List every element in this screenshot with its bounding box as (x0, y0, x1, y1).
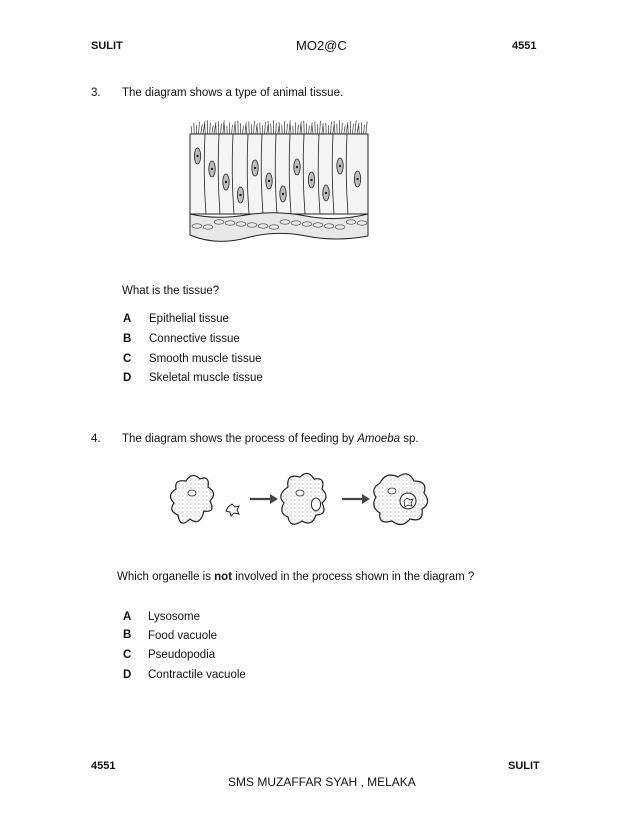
q4-option-b-letter: B (123, 629, 132, 641)
q3-text: The diagram shows a type of animal tissue. (122, 87, 344, 99)
q4-option-d-letter: D (123, 669, 132, 681)
q4-option-c-text: Pseudopodia (148, 649, 216, 661)
q4-text-before: The diagram shows the process of feeding by (122, 433, 358, 445)
q3-option-d-text: Skeletal muscle tissue (149, 372, 263, 384)
footer-left: 4551 (91, 760, 116, 772)
food-particle (226, 504, 239, 516)
q4-option-c-letter: C (123, 649, 132, 661)
amoeba-stage-1 (170, 475, 213, 523)
header-center: MO2@C (296, 38, 347, 53)
q4-question-bold: not (214, 571, 233, 583)
q4-option-a-letter: A (123, 611, 132, 623)
q4-question-before: Which organelle is (117, 571, 215, 583)
q4-text-italic: Amoeba (357, 433, 401, 445)
arrow-icon (270, 494, 278, 504)
school-name: SMS MUZAFFAR SYAH , MELAKA (228, 775, 416, 789)
q3-option-a-text: Epithelial tissue (149, 313, 229, 325)
q3-option-a-letter: A (123, 313, 132, 325)
arrow-icon (362, 494, 370, 504)
q4-option-b-text: Food vacuole (148, 630, 218, 642)
q3-option-c-letter: C (123, 353, 132, 365)
header-right: 4551 (512, 40, 537, 52)
q4-option-d-text: Contractile vacuole (148, 669, 246, 681)
q4-text-after: sp. (400, 433, 419, 445)
amoeba-feeding-diagram (166, 467, 472, 535)
footer-right: SULIT (508, 760, 540, 772)
q4-number: 4. (91, 433, 101, 445)
q4-question (117, 571, 474, 583)
header-left: SULIT (91, 40, 123, 52)
q3-question: What is the tissue? (122, 285, 220, 297)
epithelial-tissue-diagram (186, 118, 372, 246)
amoeba-stage-2 (281, 473, 326, 524)
q4-text (122, 433, 419, 445)
q3-option-b-letter: B (123, 333, 132, 345)
q4-question-after: involved in the process shown in the diagram ? (232, 571, 475, 583)
q3-option-c-text: Smooth muscle tissue (149, 353, 262, 365)
q3-option-b-text: Connective tissue (149, 333, 240, 345)
q3-option-d-letter: D (123, 372, 132, 384)
q3-number: 3. (91, 87, 101, 99)
q4-option-a-text: Lysosome (148, 611, 200, 623)
